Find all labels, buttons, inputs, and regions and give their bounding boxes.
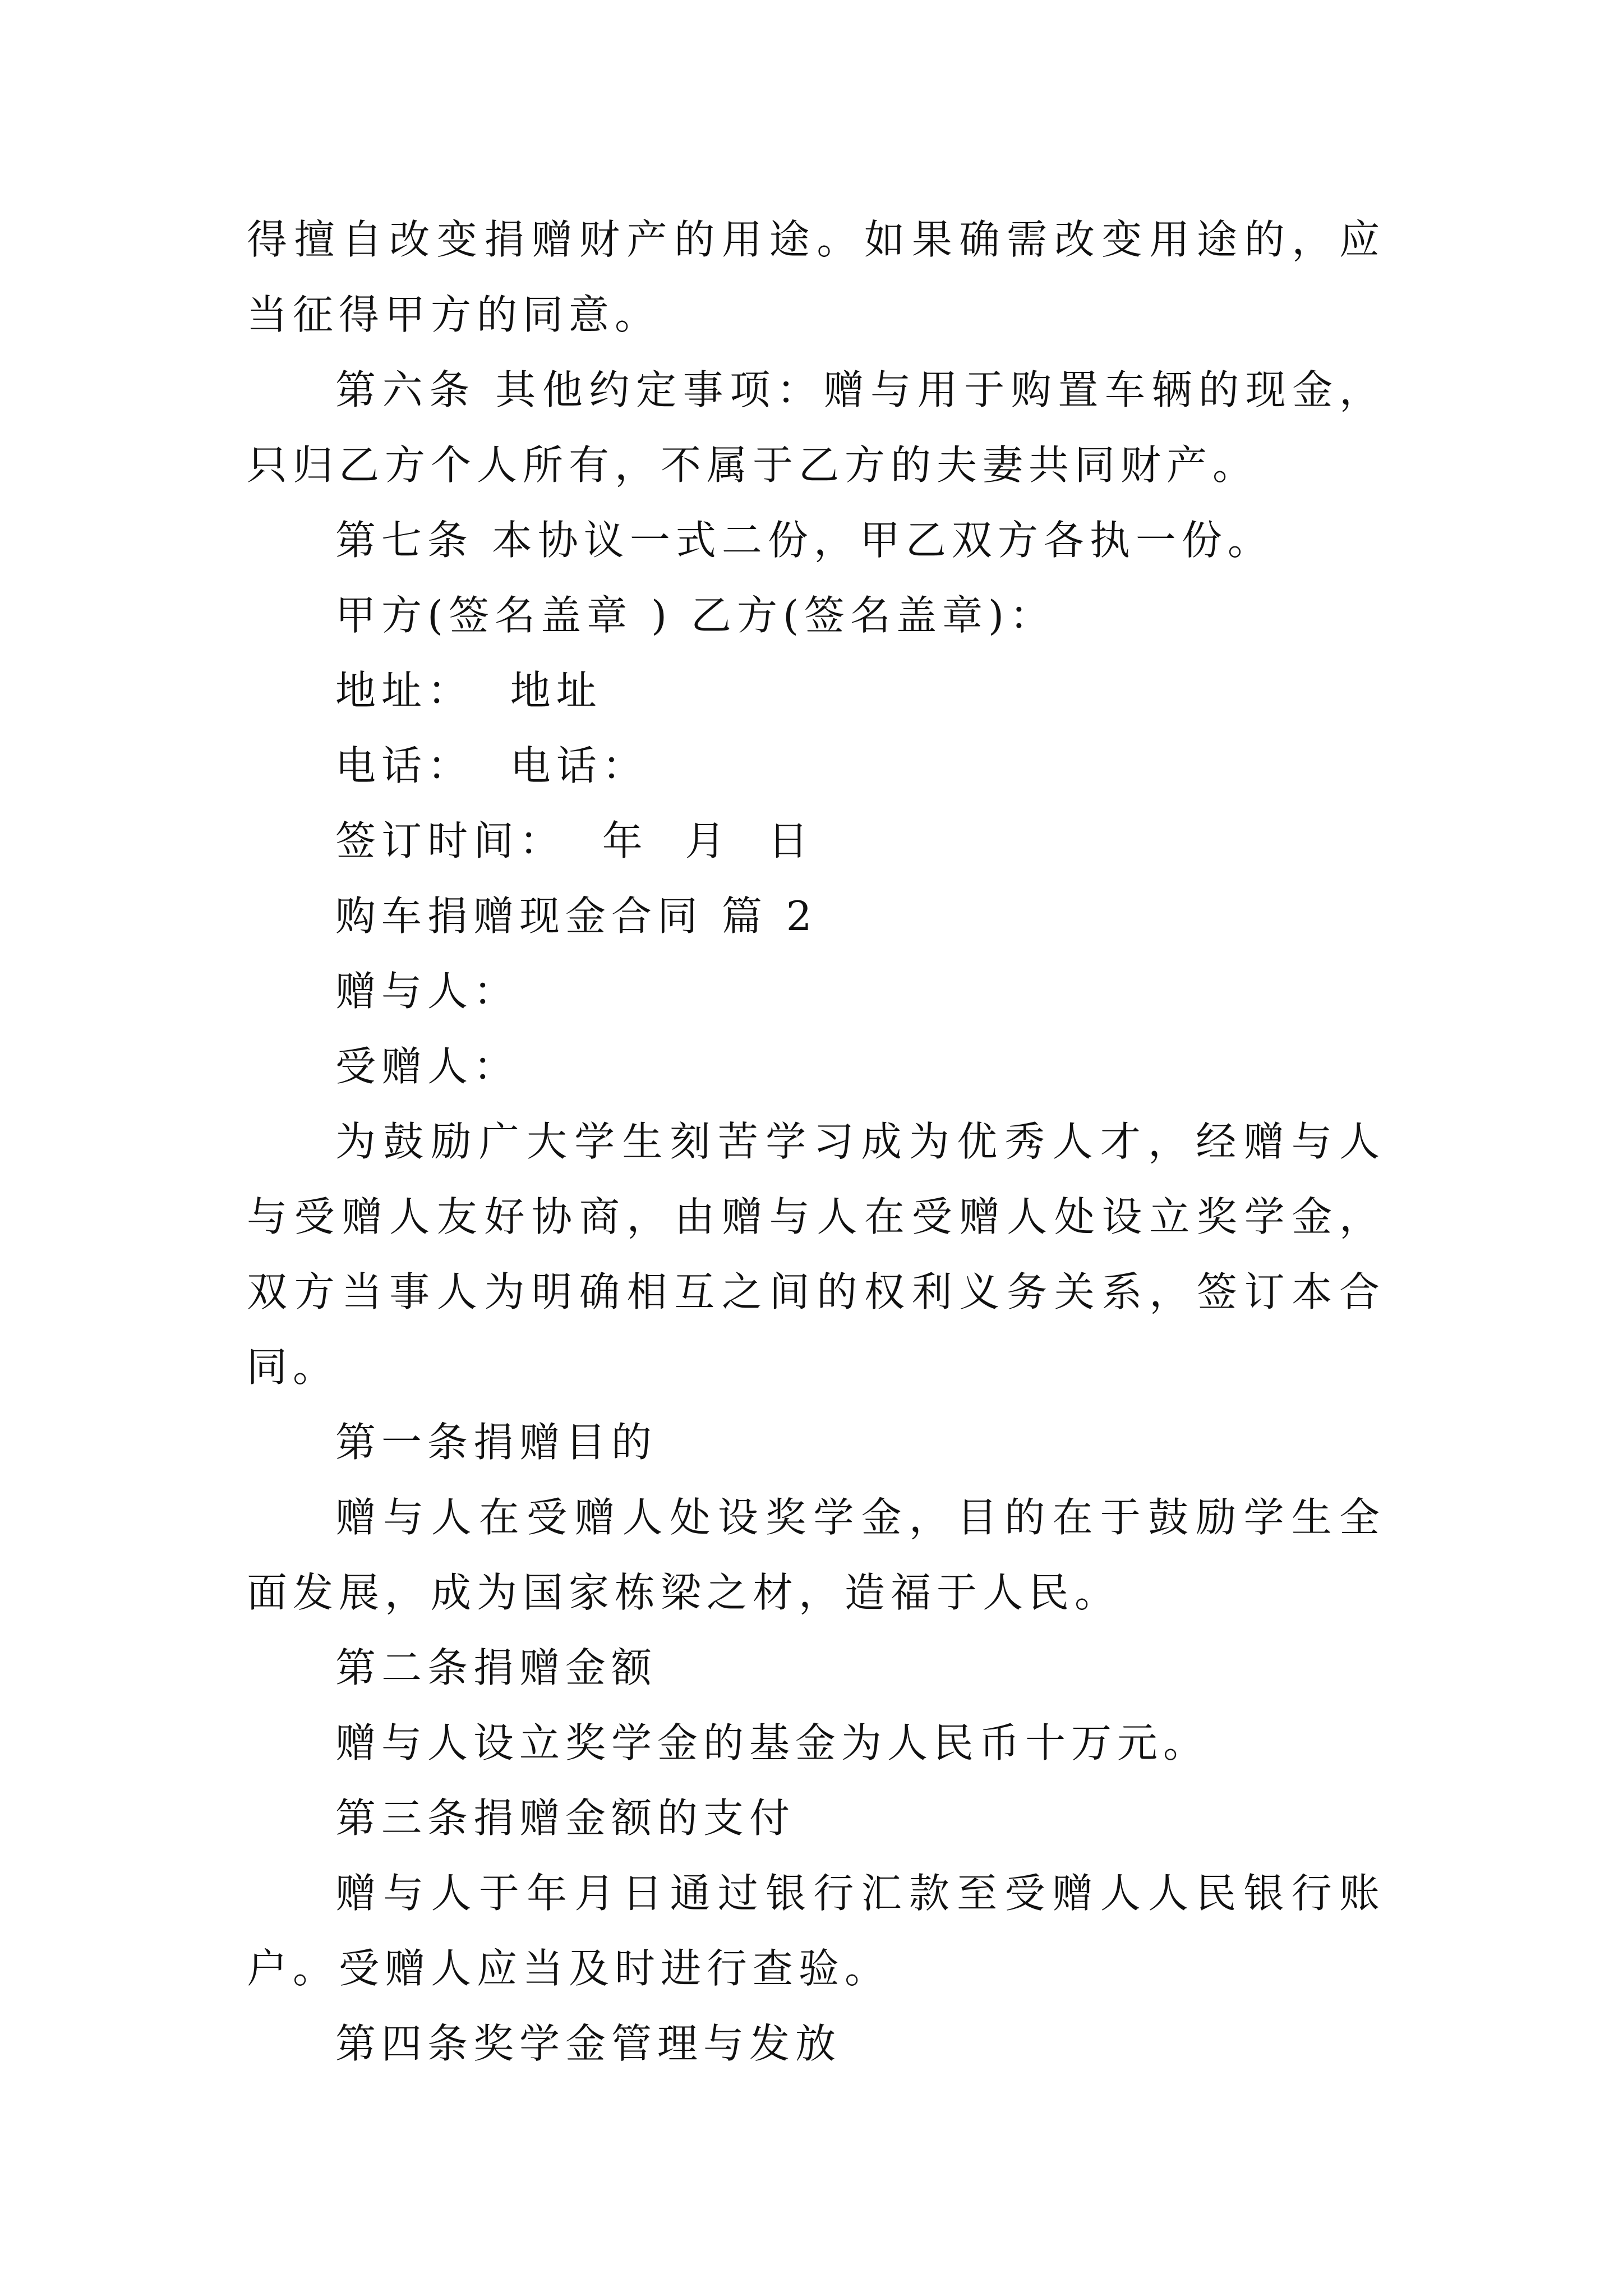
heading-article-1: 第一条捐赠目的 [335,1419,658,1466]
heading-article-4: 第四条奖学金管理与发放 [335,2020,842,2067]
heading-article-2: 第二条捐赠金额 [335,1644,658,1691]
signature-line: 甲方(签名盖章 ) 乙方(签名盖章)： [335,592,1056,639]
heading-article-3: 第三条捐赠金额的支付 [335,1795,796,1842]
recipient-line: 受赠人： [335,1043,520,1090]
paragraph-use-restriction: 得擅自改变捐赠财产的用途。如果确需改变用途的，应当征得甲方的同意。 [247,216,1385,338]
signing-date-line: 签订时间： 年 月 日 [335,817,814,864]
paragraph-article-3: 赠与人于年月日通过银行汇款至受赠人人民银行账户。受赠人应当及时进行查验。 [247,1870,1385,1992]
donor-line: 赠与人： [335,968,520,1015]
paragraph-article-6: 第六条 其他约定事项：赠与用于购置车辆的现金，只归乙方个人所有，不属于乙方的夫妻共同财产。 [247,366,1385,489]
paragraph-article-1: 赠与人在受赠人处设奖学金，目的在于鼓励学生全面发展，成为国家栋梁之材，造福于人民。 [247,1494,1385,1616]
paragraph-article-7: 第七条 本协议一式二份，甲乙双方各执一份。 [335,517,1274,564]
paragraph-preamble: 为鼓励广大学生刻苦学习成为优秀人才，经赠与人与受赠人友好协商，由赠与人在受赠人处设立奖学金，双方当事人为明确相互之间的权利义务关系，签订本合同。 [247,1118,1385,1391]
section-title: 购车捐赠现金合同 篇 2 [335,892,818,940]
phone-line: 电话： 电话： [335,742,648,789]
paragraph-article-2: 赠与人设立奖学金的基金为人民币十万元。 [335,1719,1210,1766]
document-page [247,202,1385,2081]
address-line: 地址： 地址 [335,667,602,714]
